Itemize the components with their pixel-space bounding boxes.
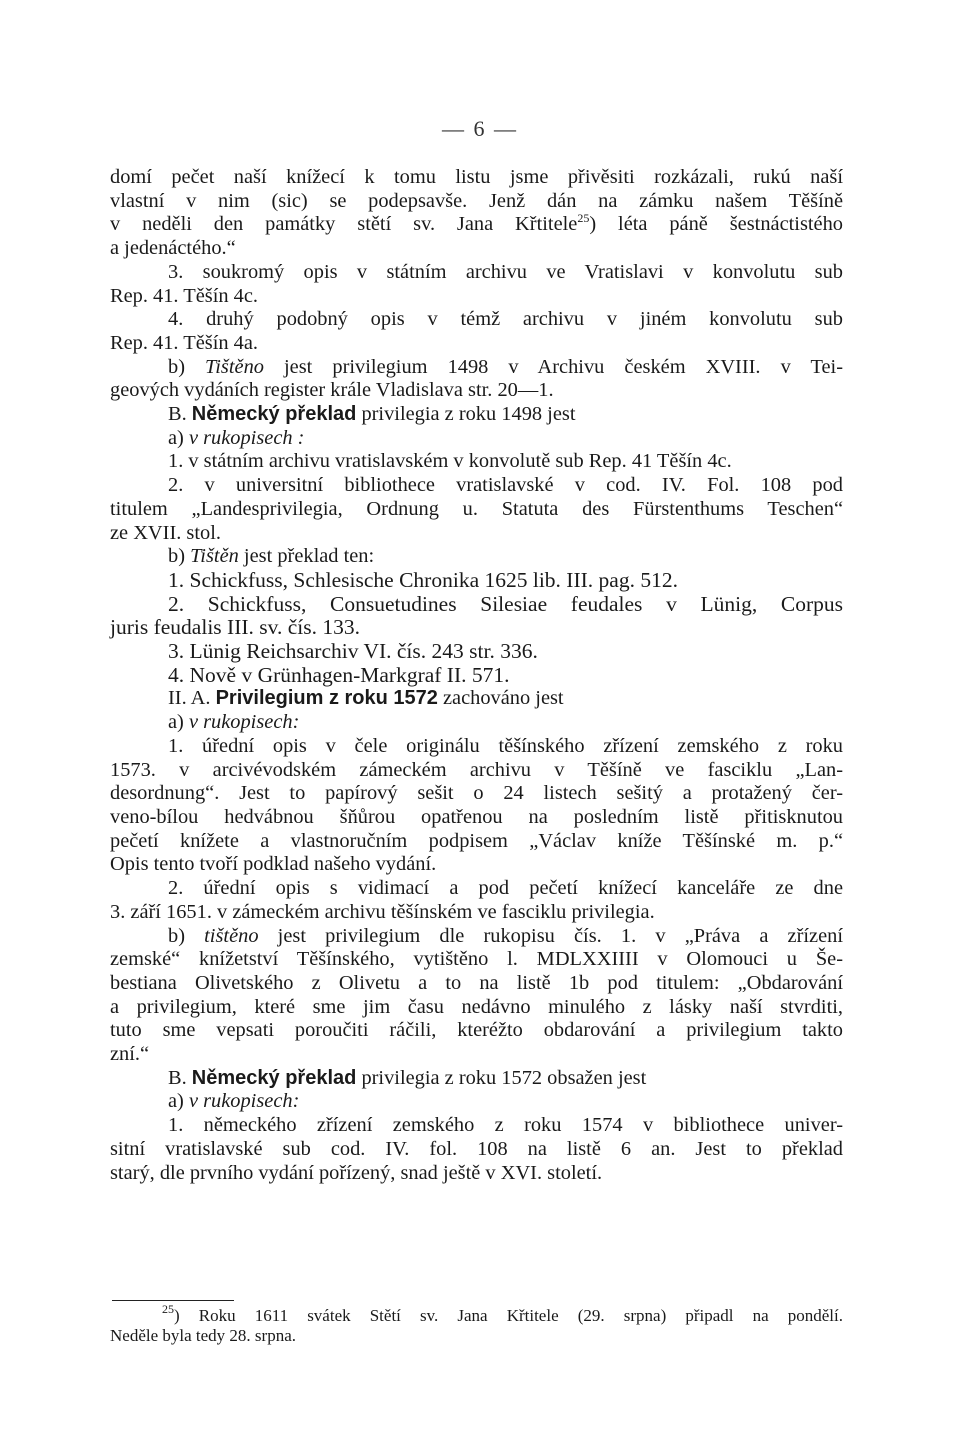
text-line — [110, 687, 843, 711]
text-line: 2. úřední opis s vidimací a pod pečetí knížecí kanceláře ze dne — [168, 877, 843, 900]
heading-german-translation-1572 — [110, 1067, 843, 1091]
text-fragment: jest privilegium 1498 v Archivu českém XVIII. v Tei- — [263, 355, 843, 378]
section-b-printed — [110, 356, 843, 403]
text-line: zemské“ knížetství Těšínského, vytištěno l. MDLXXIIII v Olomouci u Še- — [110, 948, 843, 971]
subheading-manuscripts-1572-german — [110, 1090, 843, 1114]
text-line: 3. soukromý opis v státním archivu ve Vratislavi v konvolutu sub — [168, 260, 843, 283]
text-fragment: ) léta páně šestnáctistého — [589, 213, 843, 236]
text-line: starý, dle prvního vydání pořízený, snad ještě v XVI. století. — [110, 1161, 603, 1184]
heading-privilege-1572 — [110, 687, 843, 711]
text-line: ze XVII. stol. — [110, 521, 221, 544]
text-line — [110, 925, 843, 949]
list-manuscripts-1498 — [110, 450, 843, 545]
italic-term: v rukopisech : — [188, 426, 305, 449]
text-line: 2. Schickfuss, Consuetudines Silesiae feudales v Lünig, Corpus — [168, 591, 843, 616]
text-line: bestiana Olivetského z Olivetu a to na listě 1b pod titulem: „Obdarování — [110, 971, 843, 994]
text-line — [110, 1090, 843, 1114]
text-line: 1573. v arcivévodském zámeckém archivu v Těšíně ve fasciklu „Lan- — [110, 758, 843, 781]
text-fragment: v neděli den památky stětí sv. Jana Křtitele — [110, 213, 578, 236]
footnote-reference: 25 — [577, 211, 590, 226]
italic-term: v rukopisech: — [188, 711, 300, 734]
text-fragment: b) — [168, 355, 206, 378]
text-line — [110, 356, 843, 380]
text-line: Opis tento tvoří podklad našeho vydání. — [110, 853, 437, 876]
item-official-copy-1 — [110, 735, 843, 877]
italic-term: tištěno — [204, 924, 259, 947]
text-fragment: b) — [168, 924, 205, 947]
footnote-line: Neděle byla tedy 28. srpna. — [110, 1326, 296, 1345]
text-fragment: a) — [168, 426, 189, 449]
text-line: sitní vratislavské sub cod. IV. fol. 108 na listě 6 an. Jest to překlad — [110, 1137, 843, 1160]
text-line: a privilegium, které sme jim času nedávno minulého z lásky naší stvrditi, — [110, 995, 843, 1018]
text-line: 4. Nově v Grünhagen-Markgraf II. 571. — [168, 662, 510, 687]
heading-german-translation-1498 — [110, 403, 843, 427]
text-line: Rep. 41. Těšín 4a. — [110, 331, 259, 354]
subheading-manuscripts-1572 — [110, 711, 843, 735]
footnote-mark: 25 — [162, 1302, 174, 1316]
text-line — [110, 1067, 843, 1091]
paragraph-seal — [110, 166, 843, 261]
text-line: 2. v universitní bibliothece vratislavské v cod. IV. Fol. 108 pod — [168, 474, 843, 497]
text-line: zní.“ — [110, 1043, 150, 1066]
text-line: 1. úřední opis v čele originálu těšínského zřízení zemského z roku — [168, 734, 843, 757]
text-fragment: jest překlad ten: — [238, 545, 375, 568]
bold-heading: Německý překlad — [191, 403, 357, 426]
text-line — [110, 545, 843, 569]
text-line — [110, 403, 843, 427]
text-line: pečetí knížete a vlastnoručním podpisem „Václav kníže Těšínské m. p.“ — [110, 829, 843, 852]
text-line: vlastní v nim (sic) se podepsavše. Jenž dán na zámku našem Těšíně — [110, 189, 843, 212]
text-line: juris feudalis III. sv. čís. 133. — [110, 615, 360, 640]
text-line: 3. září 1651. v zámeckém archivu těšínském ve fasciklu privilegia. — [110, 900, 655, 923]
text-line — [110, 711, 843, 735]
text-line: 1. Schickfuss, Schlesische Chronika 1625 lib. III. pag. 512. — [168, 567, 678, 592]
footnote-line — [110, 1302, 843, 1326]
bold-heading: Privilegium z roku 1572 — [215, 687, 438, 710]
text-line: veno-bílou hedvábnou šňůrou opatřenou na posledním listě přitisknutou — [110, 805, 843, 828]
footnote — [110, 1302, 843, 1346]
body-text — [110, 166, 843, 1185]
text-fragment: B. — [168, 403, 192, 426]
text-fragment: II. A. — [168, 687, 216, 710]
item-4 — [110, 308, 843, 355]
page-number: — 6 — — [442, 116, 518, 141]
text-line — [110, 213, 843, 237]
subheading-manuscripts — [110, 427, 843, 451]
text-line: titulem „Landesprivilegia, Ordnung u. Statuta des Fürstenthums Teschen“ — [110, 497, 843, 520]
section-printed-1572 — [110, 925, 843, 1067]
text-line: domí pečet naší knížecí k tomu listu jsme přivěsiti rozkázali, rukú naší — [110, 166, 843, 188]
bold-heading: Německý překlad — [191, 1066, 357, 1089]
subheading-printed — [110, 545, 843, 569]
text-fragment: privilegia z roku 1572 obsažen jest — [356, 1066, 647, 1089]
text-line — [110, 427, 843, 451]
text-line: 4. druhý podobný opis v témž archivu v jiném konvolutu sub — [168, 308, 843, 331]
text-line: geových vydáních register krále Vladislava str. 20—1. — [110, 379, 554, 402]
list-printed-1498 — [110, 569, 843, 688]
text-line: 3. Lünig Reichsarchiv VI. čís. 243 str. 336. — [168, 639, 538, 664]
text-fragment: zachováno jest — [437, 687, 564, 710]
item-german-land-order — [110, 1114, 843, 1185]
text-fragment: a) — [168, 1090, 189, 1113]
footnote-divider — [112, 1300, 234, 1301]
text-fragment: ) Roku 1611 svátek Stětí sv. Jana Křtitele (29. srpna) připadl na pondělí. — [174, 1306, 843, 1325]
text-fragment: B. — [168, 1066, 192, 1089]
item-official-copy-2 — [110, 877, 843, 924]
text-fragment: b) — [168, 545, 191, 568]
text-line: Rep. 41. Těšín 4c. — [110, 284, 259, 307]
text-fragment: jest privilegium dle rukopisu čís. 1. v „Práva a zřízení — [258, 924, 843, 947]
text-line: 1. v státním archivu vratislavském v konvolutě sub Rep. 41 Těšín 4c. — [168, 450, 732, 473]
italic-term: Tištěno — [205, 355, 264, 378]
italic-term: v rukopisech: — [188, 1090, 300, 1113]
text-line: a jedenáctého.“ — [110, 237, 236, 260]
text-fragment: privilegia z roku 1498 jest — [356, 403, 576, 426]
text-line: desordnung“. Jest to papírový sešit o 24 listech sešitý a protažený čer- — [110, 782, 843, 805]
text-line: tuto sme vepsati poroučiti ráčili, kteréžto obdarování a privilegium takto — [110, 1019, 843, 1042]
text-line: 1. německého zřízení zemského z roku 1574 v bibliothece univer- — [168, 1114, 843, 1137]
item-3 — [110, 261, 843, 308]
text-fragment: a) — [168, 711, 189, 734]
italic-term: Tištěn — [190, 545, 239, 568]
